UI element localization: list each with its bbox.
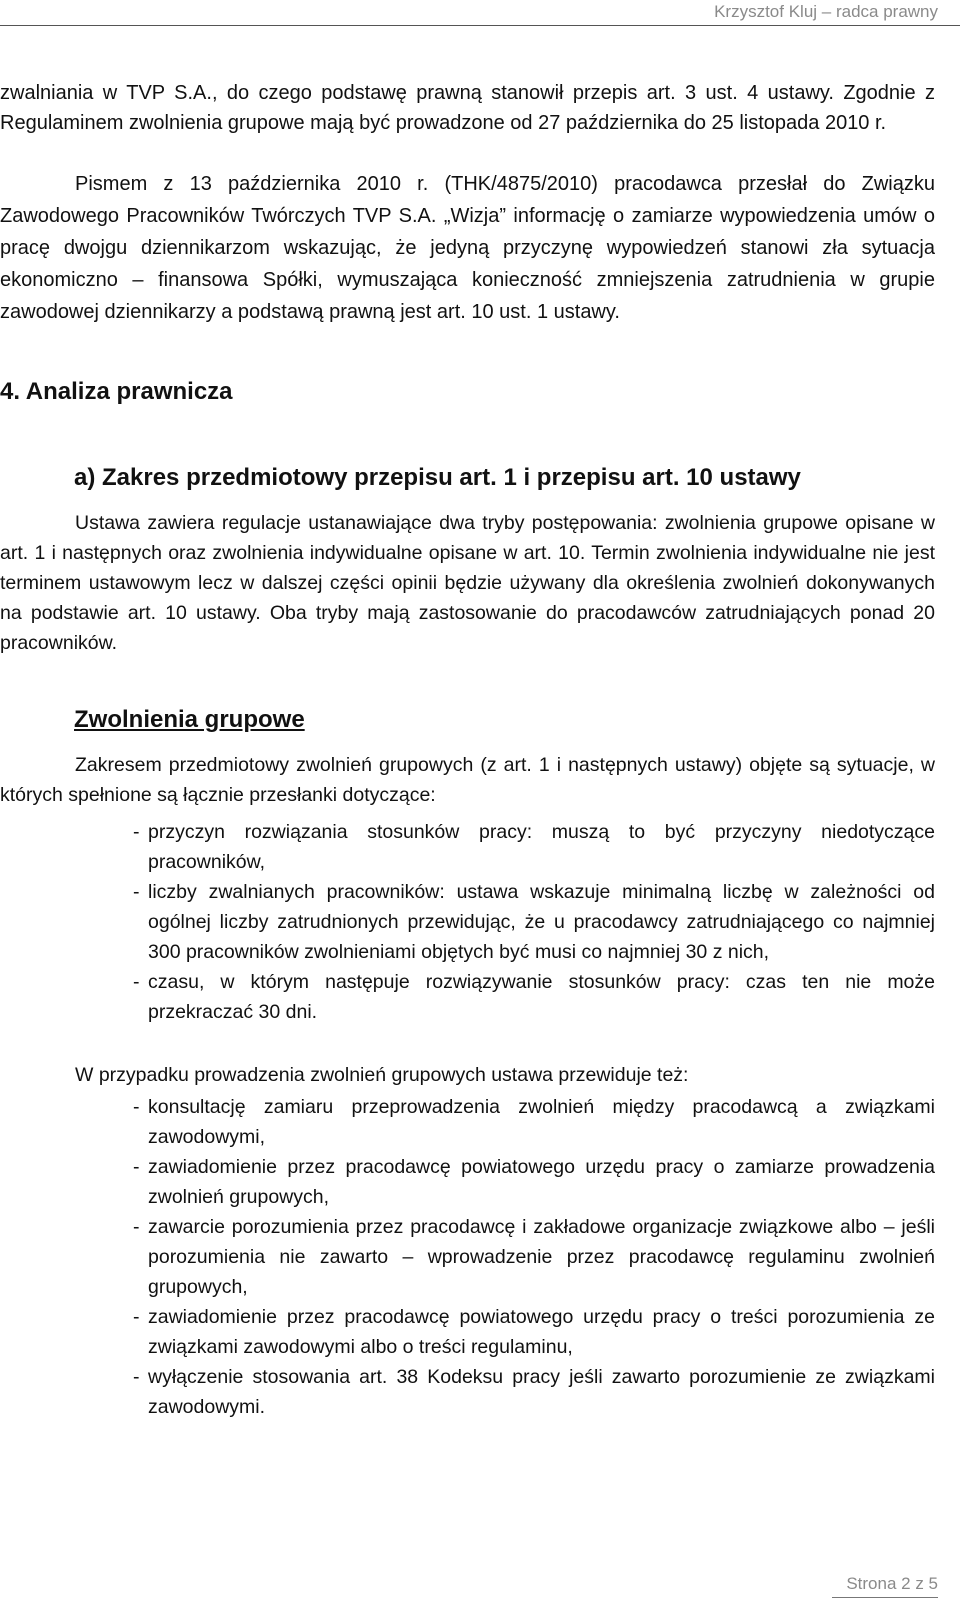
list-item: - konsultację zamiaru przeprowadzenia zwolnień między pracodawcą a związkami zawodowymi, [133,1092,935,1152]
paragraph-tvp-dismissals: zwalniania w TVP S.A., do czego podstawę prawną stanowił przepis art. 3 ust. 4 ustawy. Zgodnie z Regulaminem zwolnienia grupowe mają być prowadzone od 27 października do 25 listopada 2010 r. [0,82,935,134]
page-number: Strona 2 z 5 [846,1574,938,1593]
dash-marker: - [133,821,140,843]
dash-marker: - [133,1306,140,1328]
list-item: - liczby zwalnianych pracowników: ustawa wskazuje minimalną liczbę w zależności od ogólnej liczby zatrudnionych przewidując, że u pracodawcy zatrudniającego co najmniej 300 pracowników zwolnieniami objętych być musi co najmniej 30 z nich, [133,877,935,967]
list-item: - wyłączenie stosowania art. 38 Kodeksu pracy jeśli zawarto porozumienie ze związkami zawodowymi. [133,1362,935,1422]
list-item: - zawiadomienie przez pracodawcę powiatowego urzędu pracy o zamiarze prowadzenia zwolnień grupowych, [133,1152,935,1212]
footer-rule [832,1597,938,1598]
dash-marker: - [133,971,140,993]
section-heading-legal-analysis: 4. Analiza prawnicza [0,378,233,405]
header-author: Krzysztof Kluj – radca prawny [714,2,938,21]
list-item: - zawiadomienie przez pracodawcę powiatowego urzędu pracy o treści porozumienia ze związkami zawodowymi albo o treści regulaminu, [133,1302,935,1362]
list-item: - czasu, w którym następuje rozwiązywanie stosunków pracy: czas ten nie może przekraczać 30 dni. [133,967,935,1027]
dash-marker: - [133,1156,140,1178]
dash-marker: - [133,1096,140,1118]
list-item: - zawarcie porozumienia przez pracodawcę i zakładowe organizacje związkowe albo – jeśli porozumienia nie zawarto – wprowadzenie przez pracodawcę regulaminu zwolnień grupowych, [133,1212,935,1302]
dash-marker: - [133,1216,140,1238]
paragraph-scope-intro: Zakresem przedmiotowy zwolnień grupowych (z art. 1 i następnych ustawy) objęte są sytuacje, w których spełnione są łącznie przesłanki dotyczące: [0,754,935,806]
header-rule [0,25,960,26]
obligations-list [133,1092,935,1422]
paragraph-obligations-intro: W przypadku prowadzenia zwolnień grupowych ustawa przewiduje też: [75,1064,689,1086]
dash-marker: - [133,1366,140,1388]
dash-marker: - [133,881,140,903]
page-header [0,0,960,30]
premises-list [133,817,935,1027]
list-item: - przyczyn rozwiązania stosunków pracy: muszą to być przyczyny niedotyczące pracowników, [133,817,935,877]
paragraph-two-modes: Ustawa zawiera regulacje ustanawiające dwa tryby postępowania: zwolnienia grupowe opisane w art. 1 i następnych oraz zwolnienia indywidualne opisane w art. 10. Termin zwolnienia indywidualne nie jest terminem ustawowym lecz w dalszej części opinii będzie używany dla określenia zwolnień dokonywanych na podstawie art. 10 ustawy. Oba tryby mają zastosowanie do pracodawców zatrudniających ponad 20 pracowników. [0,512,935,654]
subheading-group-dismissals: Zwolnienia grupowe [74,706,305,733]
paragraph-letter: Pismem z 13 października 2010 r. (THK/4875/2010) pracodawca przesłał do Związku Zawodowego Pracowników Twórczych TVP S.A. „Wizja” informację o zamiarze wypowiedzenia umów o pracę dwojgu dziennikarzom wskazując, że jedyną przyczynę wypowiedzeń stanowi zła sytuacja ekonomiczno – finansowa Spółki, wymuszająca konieczność zmniejszenia zatrudnienia w grupie zawodowej dziennikarzy a podstawą prawną jest art. 10 ust. 1 ustawy. [0,173,935,323]
subsection-heading-scope: a) Zakres przedmiotowy przepisu art. 1 i przepisu art. 10 ustawy [74,464,801,491]
